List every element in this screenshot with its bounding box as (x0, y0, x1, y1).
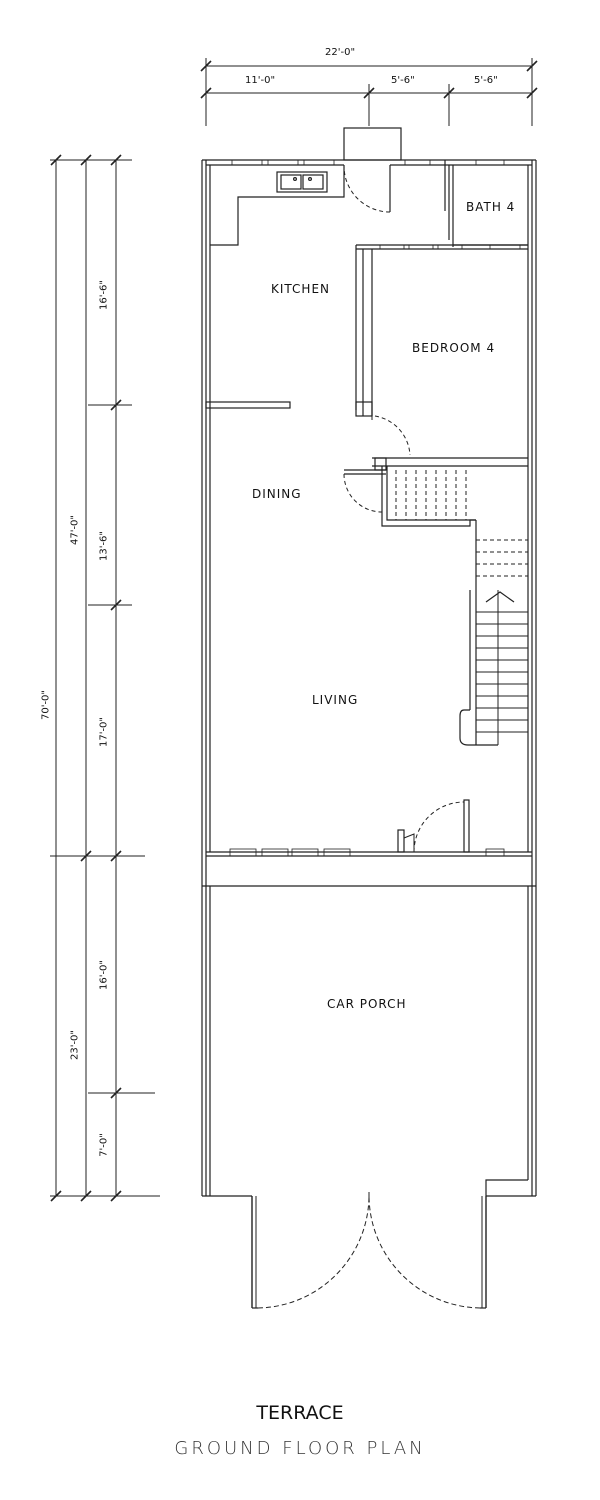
dim-width-mid: 5'-6" (391, 75, 415, 86)
plan-subtitle: GROUND FLOOR PLAN (174, 1438, 426, 1459)
dim-porch-length: 23'-0" (69, 1029, 81, 1061)
stair-lower-flight (460, 590, 528, 745)
bedroom4-door (372, 416, 410, 455)
front-entry-door (404, 802, 464, 852)
front-gate (252, 1192, 486, 1308)
kitchen-counter (210, 165, 344, 245)
dining-door-swing (344, 474, 382, 512)
room-label-bath4: BATH 4 (466, 200, 516, 214)
dim-seg-front: 7'-0" (98, 1133, 110, 1157)
bedroom4-walls (356, 245, 528, 416)
dim-width-right: 5'-6" (474, 75, 498, 86)
dim-overall-length: 70'-0" (40, 689, 52, 721)
chimney-box (344, 128, 401, 160)
car-porch (210, 915, 528, 1196)
kitchen-back-door (344, 165, 390, 212)
dining-stub-wall (206, 402, 290, 408)
room-label-bedroom4: BEDROOM 4 (412, 341, 496, 355)
dim-seg-living: 17'-0" (98, 716, 110, 748)
stair-landing (476, 520, 528, 590)
room-label-kitchen: KITCHEN (271, 282, 330, 296)
top-wall-windows (232, 160, 504, 165)
room-label-car-porch: CAR PORCH (327, 997, 407, 1011)
dim-overall-width: 22'-0" (325, 47, 356, 58)
room-label-living: LIVING (312, 693, 359, 707)
top-dimension-lines (201, 58, 537, 126)
dim-seg-dining: 13'-6" (98, 530, 110, 562)
house-front-wall (202, 800, 536, 886)
left-dimension-lines (50, 155, 160, 1201)
stair-upper-flight (382, 466, 476, 526)
dim-house-length: 47'-0" (69, 514, 81, 546)
room-label-dining: DINING (252, 487, 302, 501)
plan-title: TERRACE (256, 1402, 344, 1424)
outer-walls (202, 160, 536, 1196)
dim-seg-kitchen: 16'-6" (98, 279, 110, 311)
dim-seg-porch: 16'-0" (98, 959, 110, 991)
dim-width-left: 11'-0" (245, 75, 276, 86)
